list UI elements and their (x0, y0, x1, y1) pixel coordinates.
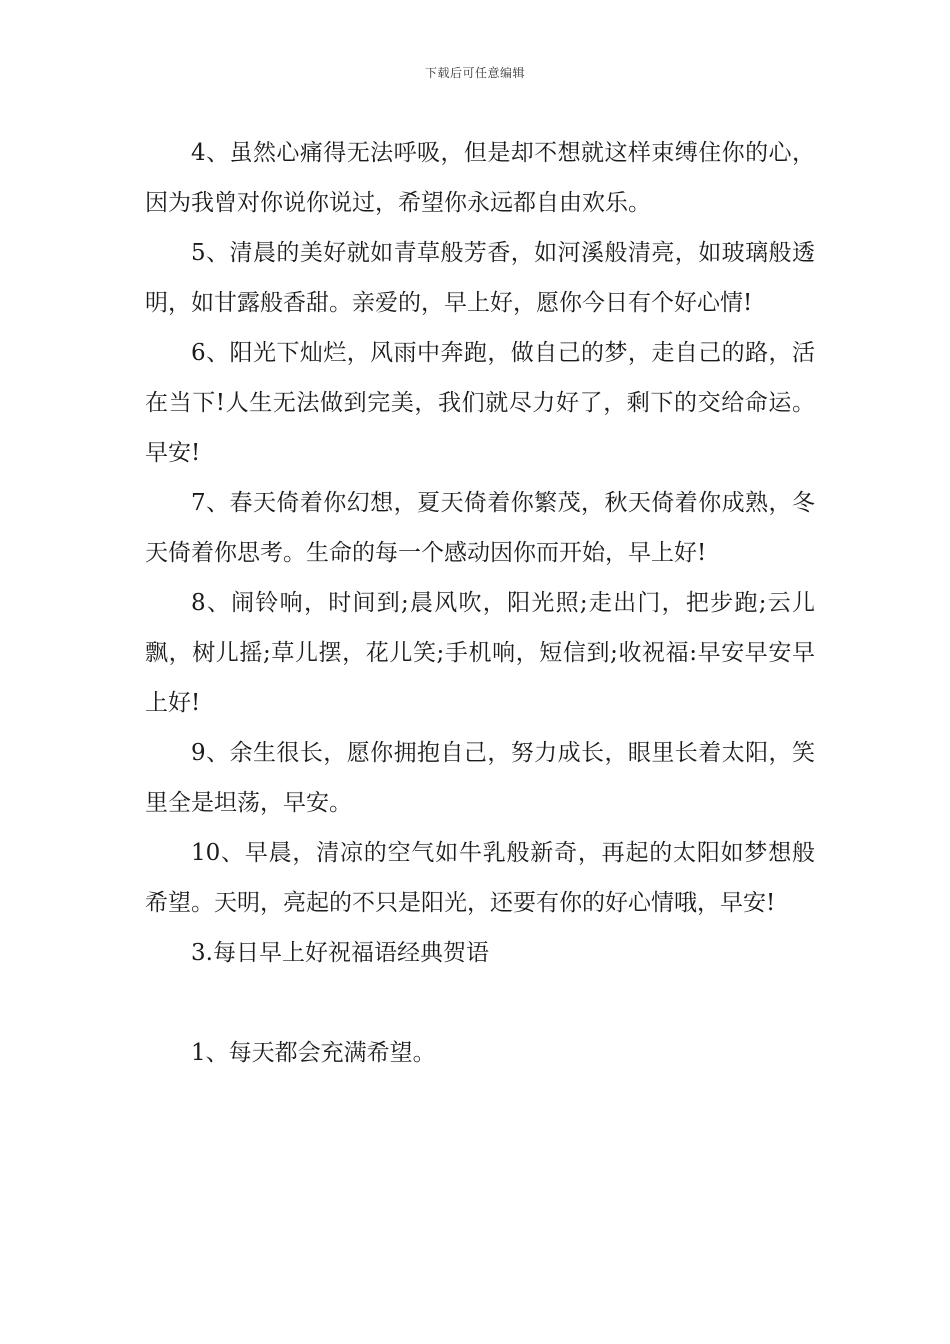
page-header: 下载后可任意编辑 (424, 66, 525, 80)
paragraph-7: 7、春天倚着你幻想，夏天倚着你繁茂，秋天倚着你成熟，冬天倚着你思考。生命的每一个感动因你而开始，早上好! (145, 490, 815, 566)
paragraph-5: 5、清晨的美好就如青草般芳香，如河溪般清亮，如玻璃般透明，如甘露般香甜。亲爱的，早上好，愿你今日有个好心情! (145, 240, 815, 316)
paragraph-8: 8、闹铃响，时间到;晨风吹，阳光照;走出门，把步跑;云儿飘，树儿摇;草儿摆，花儿笑;手机响，短信到;收祝福:早安早安早上好! (145, 590, 815, 716)
document-body (145, 128, 815, 1078)
paragraph-4: 4、虽然心痛得无法呼吸，但是却不想就这样束缚住你的心，因为我曾对你说你说过，希望你永远都自由欢乐。 (145, 140, 815, 216)
section-heading: 3.每日早上好祝福语经典贺语 (191, 940, 489, 966)
blank-line (145, 978, 815, 1028)
paragraph-10: 10、早晨，清凉的空气如牛乳般新奇，再起的太阳如梦想般希望。天明，亮起的不只是阳光，还要有你的好心情哦，早安! (145, 840, 815, 916)
paragraph-1: 1、每天都会充满希望。 (191, 1040, 436, 1066)
paragraph-9: 9、余生很长，愿你拥抱自己，努力成长，眼里长着太阳，笑里全是坦荡，早安。 (145, 740, 815, 816)
paragraph-6: 6、阳光下灿烂，风雨中奔跑，做自己的梦，走自己的路，活在当下!人生无法做到完美，我们就尽力好了，剩下的交给命运。早安! (145, 340, 815, 466)
